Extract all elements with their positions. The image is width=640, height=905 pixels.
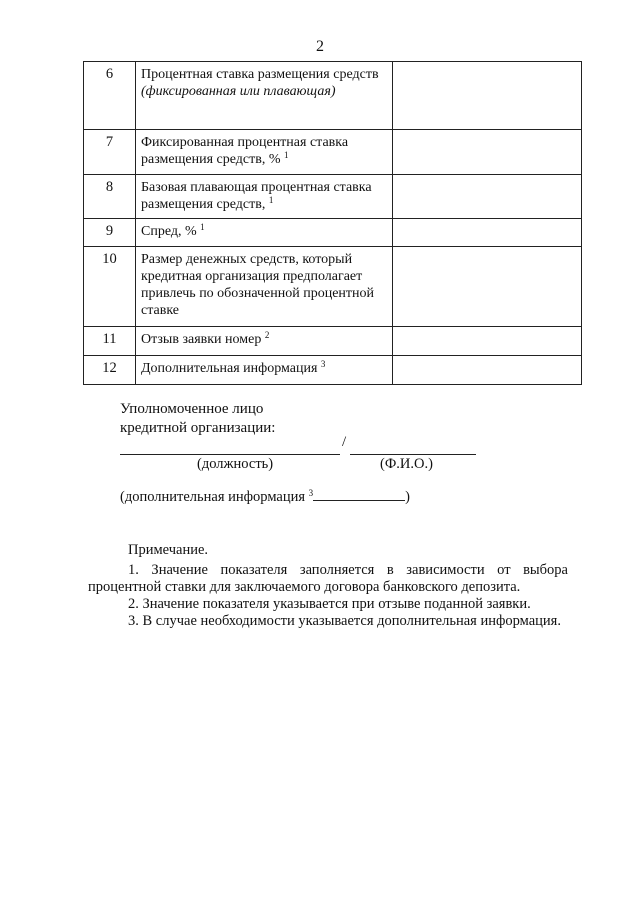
note-2: 2. Значение показателя указывается при отзыве поданной заявки. [128, 596, 531, 612]
fio-caption: (Ф.И.О.) [380, 456, 433, 472]
row-number: 7 [84, 130, 136, 175]
row-value-cell[interactable] [393, 175, 582, 219]
row-label [136, 247, 393, 327]
additional-info-footnote-ref: 3 [308, 488, 314, 498]
row-value-cell[interactable] [393, 62, 582, 130]
row-value-cell[interactable] [393, 356, 582, 385]
row-label-text: Процентная ставка размещения средств [141, 67, 379, 82]
additional-info-prefix: (дополнительная информация [120, 489, 306, 505]
fio-signature-line[interactable] [350, 454, 476, 455]
row-label [136, 356, 393, 385]
row-label-text: Дополнительная информация [141, 361, 318, 376]
note-1-line-2: процентной ставки для заключаемого договора банковского депозита. [88, 579, 521, 595]
table-row [84, 175, 582, 219]
signature-slash: / [342, 434, 347, 450]
notes-title: Примечание. [128, 542, 209, 558]
authorized-person-label: Уполномоченное лицо [120, 401, 264, 417]
additional-info-blank[interactable] [313, 488, 405, 501]
application-form-table [83, 61, 582, 385]
table-row [84, 130, 582, 175]
row-number: 12 [84, 356, 136, 385]
table-row [84, 62, 582, 130]
row-label [136, 327, 393, 356]
row-label [136, 175, 393, 219]
row-number: 11 [84, 327, 136, 356]
footnote-ref: 1 [268, 195, 274, 205]
table-row [84, 247, 582, 327]
footnote-ref: 2 [264, 330, 270, 340]
additional-info-suffix: ) [405, 489, 411, 505]
footnote-ref: 1 [200, 222, 205, 232]
row-label [136, 219, 393, 247]
table-row [84, 327, 582, 356]
row-number: 9 [84, 219, 136, 247]
row-number: 10 [84, 247, 136, 327]
table-row [84, 219, 582, 247]
position-caption: (должность) [197, 456, 274, 472]
row-value-cell[interactable] [393, 219, 582, 247]
note-1-line-1: 1. Значение показателя заполняется в зависимости от выбора [128, 562, 568, 578]
position-signature-line[interactable] [120, 454, 340, 455]
row-label-text: Базовая плавающая процентная ставка размещения средств, [141, 180, 372, 212]
credit-organization-label: кредитной организации: [120, 420, 276, 436]
additional-info-line [120, 488, 410, 506]
row-value-cell[interactable] [393, 130, 582, 175]
row-label [136, 130, 393, 175]
row-label-text: Отзыв заявки номер [141, 332, 262, 347]
note-3: 3. В случае необходимости указывается дополнительная информация. [128, 613, 561, 629]
row-number: 8 [84, 175, 136, 219]
row-label-text: Размер денежных средств, который кредитная организация предполагает привлечь по обозначенной процентной ставке [141, 252, 375, 318]
row-value-cell[interactable] [393, 247, 582, 327]
row-number: 6 [84, 62, 136, 130]
row-label-text: Спред, % [141, 224, 197, 239]
row-value-cell[interactable] [393, 327, 582, 356]
table-row [84, 356, 582, 385]
row-label-italic: (фиксированная или плавающая) [141, 84, 336, 99]
footnote-ref: 1 [284, 150, 289, 160]
row-label [136, 62, 393, 130]
footnote-ref: 3 [320, 359, 326, 369]
row-label-text: Фиксированная процентная ставка размещения средств, % [141, 135, 349, 167]
page-number: 2 [316, 38, 324, 55]
